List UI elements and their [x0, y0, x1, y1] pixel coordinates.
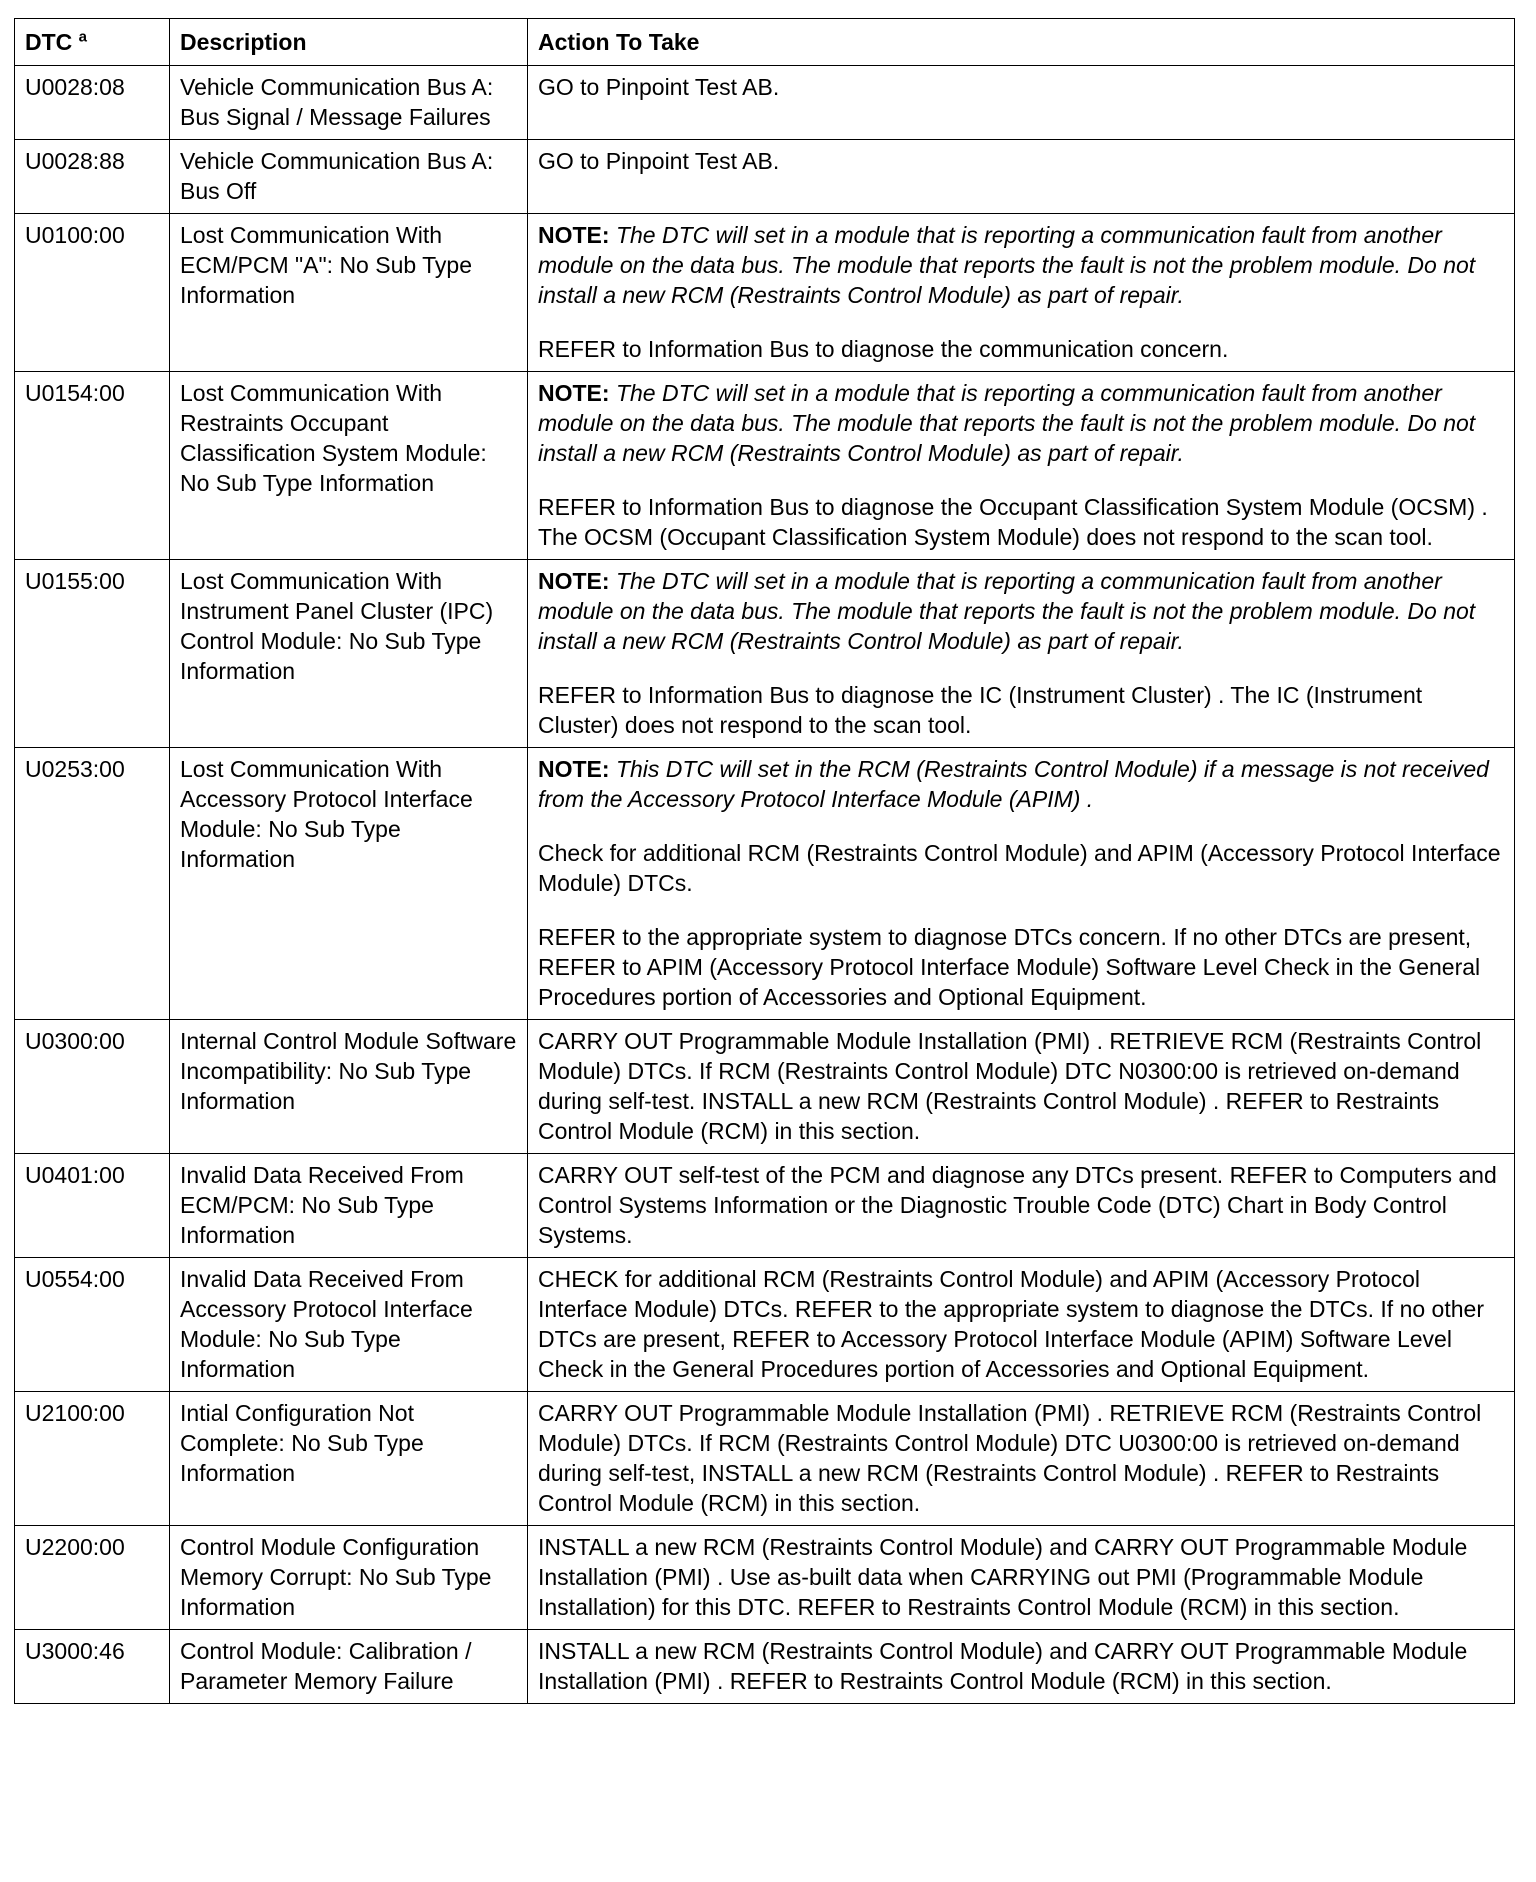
action-to-take	[528, 1526, 1515, 1630]
dtc-code: U0554:00	[15, 1258, 170, 1392]
note-label: NOTE:	[538, 222, 610, 248]
action-to-take	[528, 1392, 1515, 1526]
table-row	[15, 1392, 1515, 1526]
action-to-take	[528, 214, 1515, 372]
action-text: REFER to Information Bus to diagnose the IC (Instrument Cluster) . The IC (Instrument Cluster) does not respond to the scan tool.	[538, 682, 1423, 738]
action-text: REFER to Information Bus to diagnose the communication concern.	[538, 336, 1229, 362]
action-text: REFER to Information Bus to diagnose the Occupant Classification System Module (OCSM) . The OCSM (Occupant Classification System Module) does not respond to the scan tool.	[538, 494, 1488, 550]
action-text: Check for additional RCM (Restraints Control Module) and APIM (Accessory Protocol Interface Module) DTCs.	[538, 840, 1501, 896]
dtc-code: U0028:88	[15, 140, 170, 214]
dtc-code: U0253:00	[15, 748, 170, 1020]
table-row	[15, 214, 1515, 372]
action-to-take	[528, 1258, 1515, 1392]
table-row	[15, 140, 1515, 214]
dtc-table	[14, 18, 1515, 1704]
dtc-description: Invalid Data Received From Accessory Protocol Interface Module: No Sub Type Information	[170, 1258, 528, 1392]
dtc-code: U2100:00	[15, 1392, 170, 1526]
dtc-code: U3000:46	[15, 1630, 170, 1704]
dtc-code: U0300:00	[15, 1020, 170, 1154]
dtc-description: Vehicle Communication Bus A: Bus Off	[170, 140, 528, 214]
table-row	[15, 1630, 1515, 1704]
action-to-take	[528, 140, 1515, 214]
action-to-take	[528, 1020, 1515, 1154]
action-text: CARRY OUT Programmable Module Installation (PMI) . RETRIEVE RCM (Restraints Control Module) DTCs. If RCM (Restraints Control Module) DTC U0300:00 is retrieved on-demand during self-test, INSTALL a new RCM (Restraints Control Module) . REFER to Restraints Control Module (RCM) in this section.	[538, 1400, 1482, 1516]
action-to-take	[528, 560, 1515, 748]
note-paragraph	[538, 566, 1504, 656]
action-to-take	[528, 1630, 1515, 1704]
note-text: The DTC will set in a module that is reporting a communication fault from another module on the data bus. The module that reports the fault is not the problem module. Do not install a new RCM (Restraints Control Module) as part of repair.	[538, 380, 1476, 466]
table-row	[15, 560, 1515, 748]
dtc-description: Control Module: Calibration / Parameter Memory Failure	[170, 1630, 528, 1704]
note-text: This DTC will set in the RCM (Restraints Control Module) if a message is not received from the Accessory Protocol Interface Module (APIM) .	[538, 756, 1489, 812]
dtc-description: Intial Configuration Not Complete: No Sub Type Information	[170, 1392, 528, 1526]
dtc-description: Control Module Configuration Memory Corrupt: No Sub Type Information	[170, 1526, 528, 1630]
dtc-column-header: DTC $^a$	[15, 19, 170, 66]
dtc-description: Invalid Data Received From ECM/PCM: No Sub Type Information	[170, 1154, 528, 1258]
action-text: CHECK for additional RCM (Restraints Control Module) and APIM (Accessory Protocol Interface Module) DTCs. REFER to the appropriate system to diagnose the DTCs. If no other DTCs are present, REFER to Accessory Protocol Interface Module (APIM) Software Level Check in the General Procedures portion of Accessories and Optional Equipment.	[538, 1266, 1484, 1382]
dtc-description: Lost Communication With Restraints Occupant Classification System Module: No Sub Type Information	[170, 372, 528, 560]
action-text: INSTALL a new RCM (Restraints Control Module) and CARRY OUT Programmable Module Installation (PMI) . Use as-built data when CARRYING out PMI (Programmable Module Installation) for this DTC. REFER to Restraints Control Module (RCM) in this section.	[538, 1534, 1468, 1620]
table-header-row	[15, 19, 1515, 66]
action-to-take	[528, 66, 1515, 140]
action-text: INSTALL a new RCM (Restraints Control Module) and CARRY OUT Programmable Module Installation (PMI) . REFER to Restraints Control Module (RCM) in this section.	[538, 1638, 1468, 1694]
dtc-code: U0155:00	[15, 560, 170, 748]
dtc-code: U2200:00	[15, 1526, 170, 1630]
dtc-description: Lost Communication With Accessory Protocol Interface Module: No Sub Type Information	[170, 748, 528, 1020]
dtc-footnote-marker: a	[78, 28, 88, 46]
action-text: GO to Pinpoint Test AB.	[538, 74, 780, 100]
dtc-code: U0100:00	[15, 214, 170, 372]
action-text: CARRY OUT self-test of the PCM and diagnose any DTCs present. REFER to Computers and Control Systems Information or the Diagnostic Trouble Code (DTC) Chart in Body Control Systems.	[538, 1162, 1497, 1248]
table-row	[15, 1020, 1515, 1154]
table-row	[15, 1526, 1515, 1630]
table-row	[15, 66, 1515, 140]
action-to-take	[528, 748, 1515, 1020]
action-to-take	[528, 372, 1515, 560]
note-paragraph	[538, 220, 1504, 310]
note-label: NOTE:	[538, 756, 610, 782]
dtc-code: U0028:08	[15, 66, 170, 140]
description-column-header: Description	[170, 19, 528, 66]
dtc-code: U0154:00	[15, 372, 170, 560]
action-text: GO to Pinpoint Test AB.	[538, 148, 780, 174]
table-row	[15, 372, 1515, 560]
action-text: REFER to the appropriate system to diagnose DTCs concern. If no other DTCs are present, REFER to APIM (Accessory Protocol Interface Module) Software Level Check in the General Procedures portion of Accessories and Optional Equipment.	[538, 924, 1481, 1010]
action-column-header: Action To Take	[528, 19, 1515, 66]
action-to-take	[528, 1154, 1515, 1258]
table-row	[15, 1154, 1515, 1258]
dtc-description: Vehicle Communication Bus A: Bus Signal / Message Failures	[170, 66, 528, 140]
dtc-description: Internal Control Module Software Incompatibility: No Sub Type Information	[170, 1020, 528, 1154]
note-paragraph	[538, 378, 1504, 468]
note-label: NOTE:	[538, 568, 610, 594]
dtc-code: U0401:00	[15, 1154, 170, 1258]
note-paragraph	[538, 754, 1504, 814]
action-text: CARRY OUT Programmable Module Installation (PMI) . RETRIEVE RCM (Restraints Control Module) DTCs. If RCM (Restraints Control Module) DTC N0300:00 is retrieved on-demand during self-test. INSTALL a new RCM (Restraints Control Module) . REFER to Restraints Control Module (RCM) in this section.	[538, 1028, 1482, 1144]
dtc-description: Lost Communication With ECM/PCM "A": No Sub Type Information	[170, 214, 528, 372]
note-text: The DTC will set in a module that is reporting a communication fault from another module on the data bus. The module that reports the fault is not the problem module. Do not install a new RCM (Restraints Control Module) as part of repair.	[538, 568, 1476, 654]
note-label: NOTE:	[538, 380, 610, 406]
table-row	[15, 1258, 1515, 1392]
note-text: The DTC will set in a module that is reporting a communication fault from another module on the data bus. The module that reports the fault is not the problem module. Do not install a new RCM (Restraints Control Module) as part of repair.	[538, 222, 1476, 308]
table-row	[15, 748, 1515, 1020]
dtc-description: Lost Communication With Instrument Panel Cluster (IPC) Control Module: No Sub Type Information	[170, 560, 528, 748]
